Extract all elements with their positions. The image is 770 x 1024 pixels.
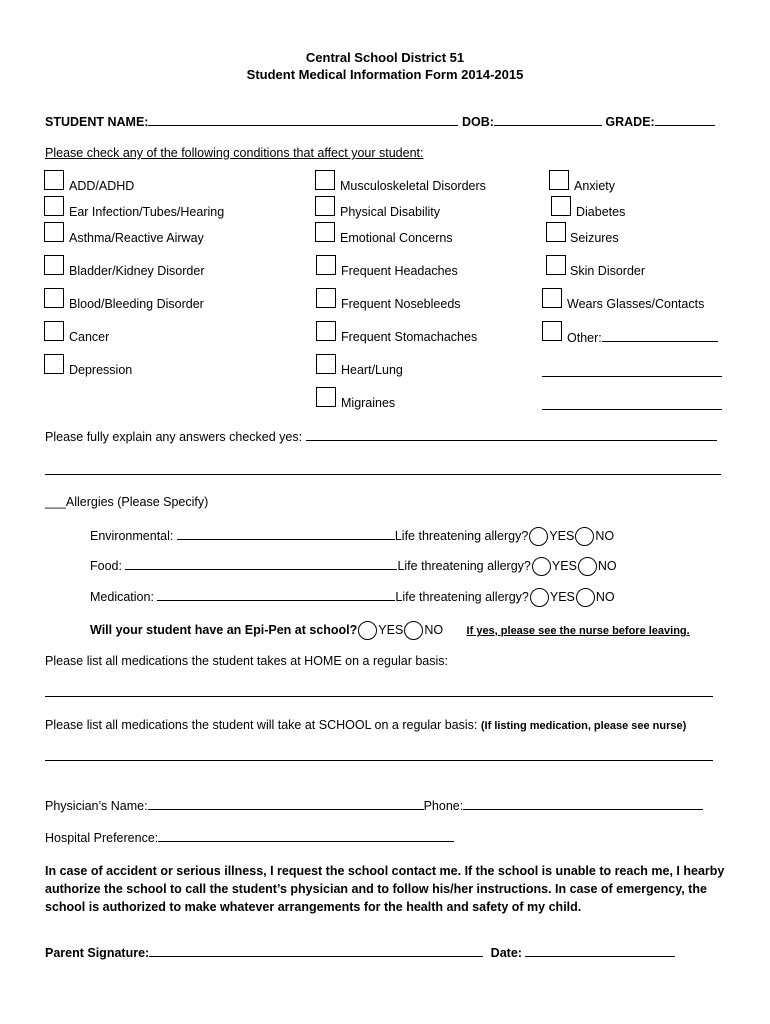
physician-name-field[interactable] [148,798,424,810]
condition-label: Frequent Headaches [341,264,458,278]
condition-label: Diabetes [576,205,626,219]
condition-label: Musculoskeletal Disorders [340,179,486,193]
phone-label: Phone: [423,799,464,813]
school-medications-label: Please list all medications the student will take at SCHOOL on a regular basis: [45,718,478,732]
checkbox-musculoskeletal[interactable] [315,170,335,190]
checkbox-bladder-kidney[interactable] [44,255,64,275]
epipen-note: If yes, please see the nurse before leaving. [466,624,690,637]
no-label: NO [595,589,615,604]
epipen-row [90,621,690,640]
no-label: NO [597,558,617,573]
yes-radio[interactable] [532,557,551,576]
dob-label: DOB: [461,115,494,129]
checkbox-emotional-concerns[interactable] [315,222,335,242]
explain-row [45,429,717,445]
date-label: Date: [490,946,522,960]
condition-label: Blood/Bleeding Disorder [69,297,204,311]
yes-radio[interactable] [529,527,548,546]
conditions-prompt: Please check any of the following conditions that affect your student: [45,146,424,160]
hospital-label: Hospital Preference: [45,831,159,845]
no-radio[interactable] [575,527,594,546]
allergies-heading-row [45,495,208,510]
home-medications-label: Please list all medications the student takes at HOME on a regular basis: [45,654,448,668]
life-threatening-label: Life threatening allergy? [397,558,531,573]
allergy-row-environmental [90,527,614,546]
yes-label: YES [551,558,577,573]
hospital-field[interactable] [158,830,454,842]
condition-label: Seizures [570,231,619,245]
no-label: NO [595,528,615,543]
physician-name-label: Physician’s Name: [45,799,148,813]
other-field[interactable] [602,330,718,342]
allergy-label: Medication: [90,589,154,604]
yes-label: YES [549,528,575,543]
checkbox-frequent-headaches[interactable] [316,255,336,275]
condition-label: Emotional Concerns [340,231,453,245]
form-title: Central School District 51 [305,50,465,65]
checkbox-asthma[interactable] [44,222,64,242]
explain-line-2[interactable] [45,474,721,475]
student-info-row [45,114,715,130]
life-threatening-label: Life threatening allergy? [395,589,529,604]
checkbox-blood-bleeding[interactable] [44,288,64,308]
medication-field[interactable] [157,589,395,601]
condition-label: Depression [69,363,133,377]
condition-label: Skin Disorder [570,264,646,278]
student-name-label: STUDENT NAME: [45,115,149,129]
checkbox-glasses-contacts[interactable] [542,288,562,308]
condition-label: Ear Infection/Tubes/Hearing [69,205,225,219]
condition-label: ADD/ADHD [69,179,135,193]
parent-signature-field[interactable] [149,945,483,957]
allergy-row-food [90,557,617,576]
checkbox-diabetes[interactable] [551,196,571,216]
yes-label: YES [549,589,575,604]
condition-label: Bladder/Kidney Disorder [69,264,205,278]
checkbox-migraines[interactable] [316,387,336,407]
no-radio[interactable] [576,588,595,607]
food-field[interactable] [125,558,397,570]
condition-label: Migraines [341,396,396,410]
phone-field[interactable] [463,798,703,810]
epipen-question: Will your student have an Epi-Pen at school? [90,622,358,637]
checkbox-depression[interactable] [44,354,64,374]
other-extra-line-1[interactable] [542,376,722,377]
hospital-row [45,830,454,846]
condition-label: Wears Glasses/Contacts [567,297,705,311]
checkbox-ear-infection[interactable] [44,196,64,216]
checkbox-physical-disability[interactable] [315,196,335,216]
life-threatening-label: Life threatening allergy? [394,528,529,543]
checkbox-frequent-nosebleeds[interactable] [316,288,336,308]
explain-field[interactable] [306,429,717,441]
consent-text: In case of accident or serious illness, I request the school contact me. If the school is unable to reach me, I hearby authorize the school to call the student’s physician and to follow his/her instructions. In case of emergency, the school is authorized to make whatever arrangements for the health and safety of my child. [45,864,725,914]
condition-label: Anxiety [574,179,615,193]
grade-field[interactable] [655,114,715,126]
grade-label: GRADE: [605,115,655,129]
school-medications-row [45,718,686,734]
checkbox-anxiety[interactable] [549,170,569,190]
allergies-check-blank[interactable]: ___ [45,495,66,509]
allergy-label: Food: [90,558,122,573]
home-medications-line[interactable] [45,696,713,697]
condition-label: Asthma/Reactive Airway [69,231,204,245]
other-row [567,330,718,346]
date-field[interactable] [525,945,675,957]
explain-label: Please fully explain any answers checked yes: [45,430,303,444]
condition-label: Heart/Lung [341,363,403,377]
physician-row [45,798,703,814]
condition-label: Cancer [69,330,110,344]
allergy-row-medication [90,588,615,607]
yes-label: YES [378,622,404,637]
condition-label: Frequent Stomachaches [341,330,478,344]
checkbox-heart-lung[interactable] [316,354,336,374]
checkbox-skin-disorder[interactable] [546,255,566,275]
dob-field[interactable] [494,114,602,126]
checkbox-other[interactable] [542,321,562,341]
condition-label: Frequent Nosebleeds [341,297,461,311]
signature-row [45,945,675,961]
parent-signature-label: Parent Signature: [45,946,150,960]
condition-label: Physical Disability [340,205,441,219]
checkbox-add-adhd[interactable] [44,170,64,190]
environmental-field[interactable] [177,528,395,540]
form-subtitle: Student Medical Information Form 2014-2015 [246,67,524,82]
epipen-no-radio[interactable] [404,621,423,640]
other-extra-line-2[interactable] [542,409,722,410]
allergy-label: Environmental: [90,528,174,543]
school-medications-line[interactable] [45,760,713,761]
condition-label: Other: [567,331,602,345]
checkbox-frequent-stomachaches[interactable] [316,321,336,341]
no-radio[interactable] [578,557,597,576]
school-medications-note: (If listing medication, please see nurse) [480,720,687,732]
checkbox-cancer[interactable] [44,321,64,341]
yes-radio[interactable] [530,588,549,607]
student-name-field[interactable] [148,114,458,126]
allergies-heading: Allergies (Please Specify) [65,495,209,509]
epipen-yes-radio[interactable] [358,621,377,640]
checkbox-seizures[interactable] [546,222,566,242]
no-label: NO [424,622,444,637]
